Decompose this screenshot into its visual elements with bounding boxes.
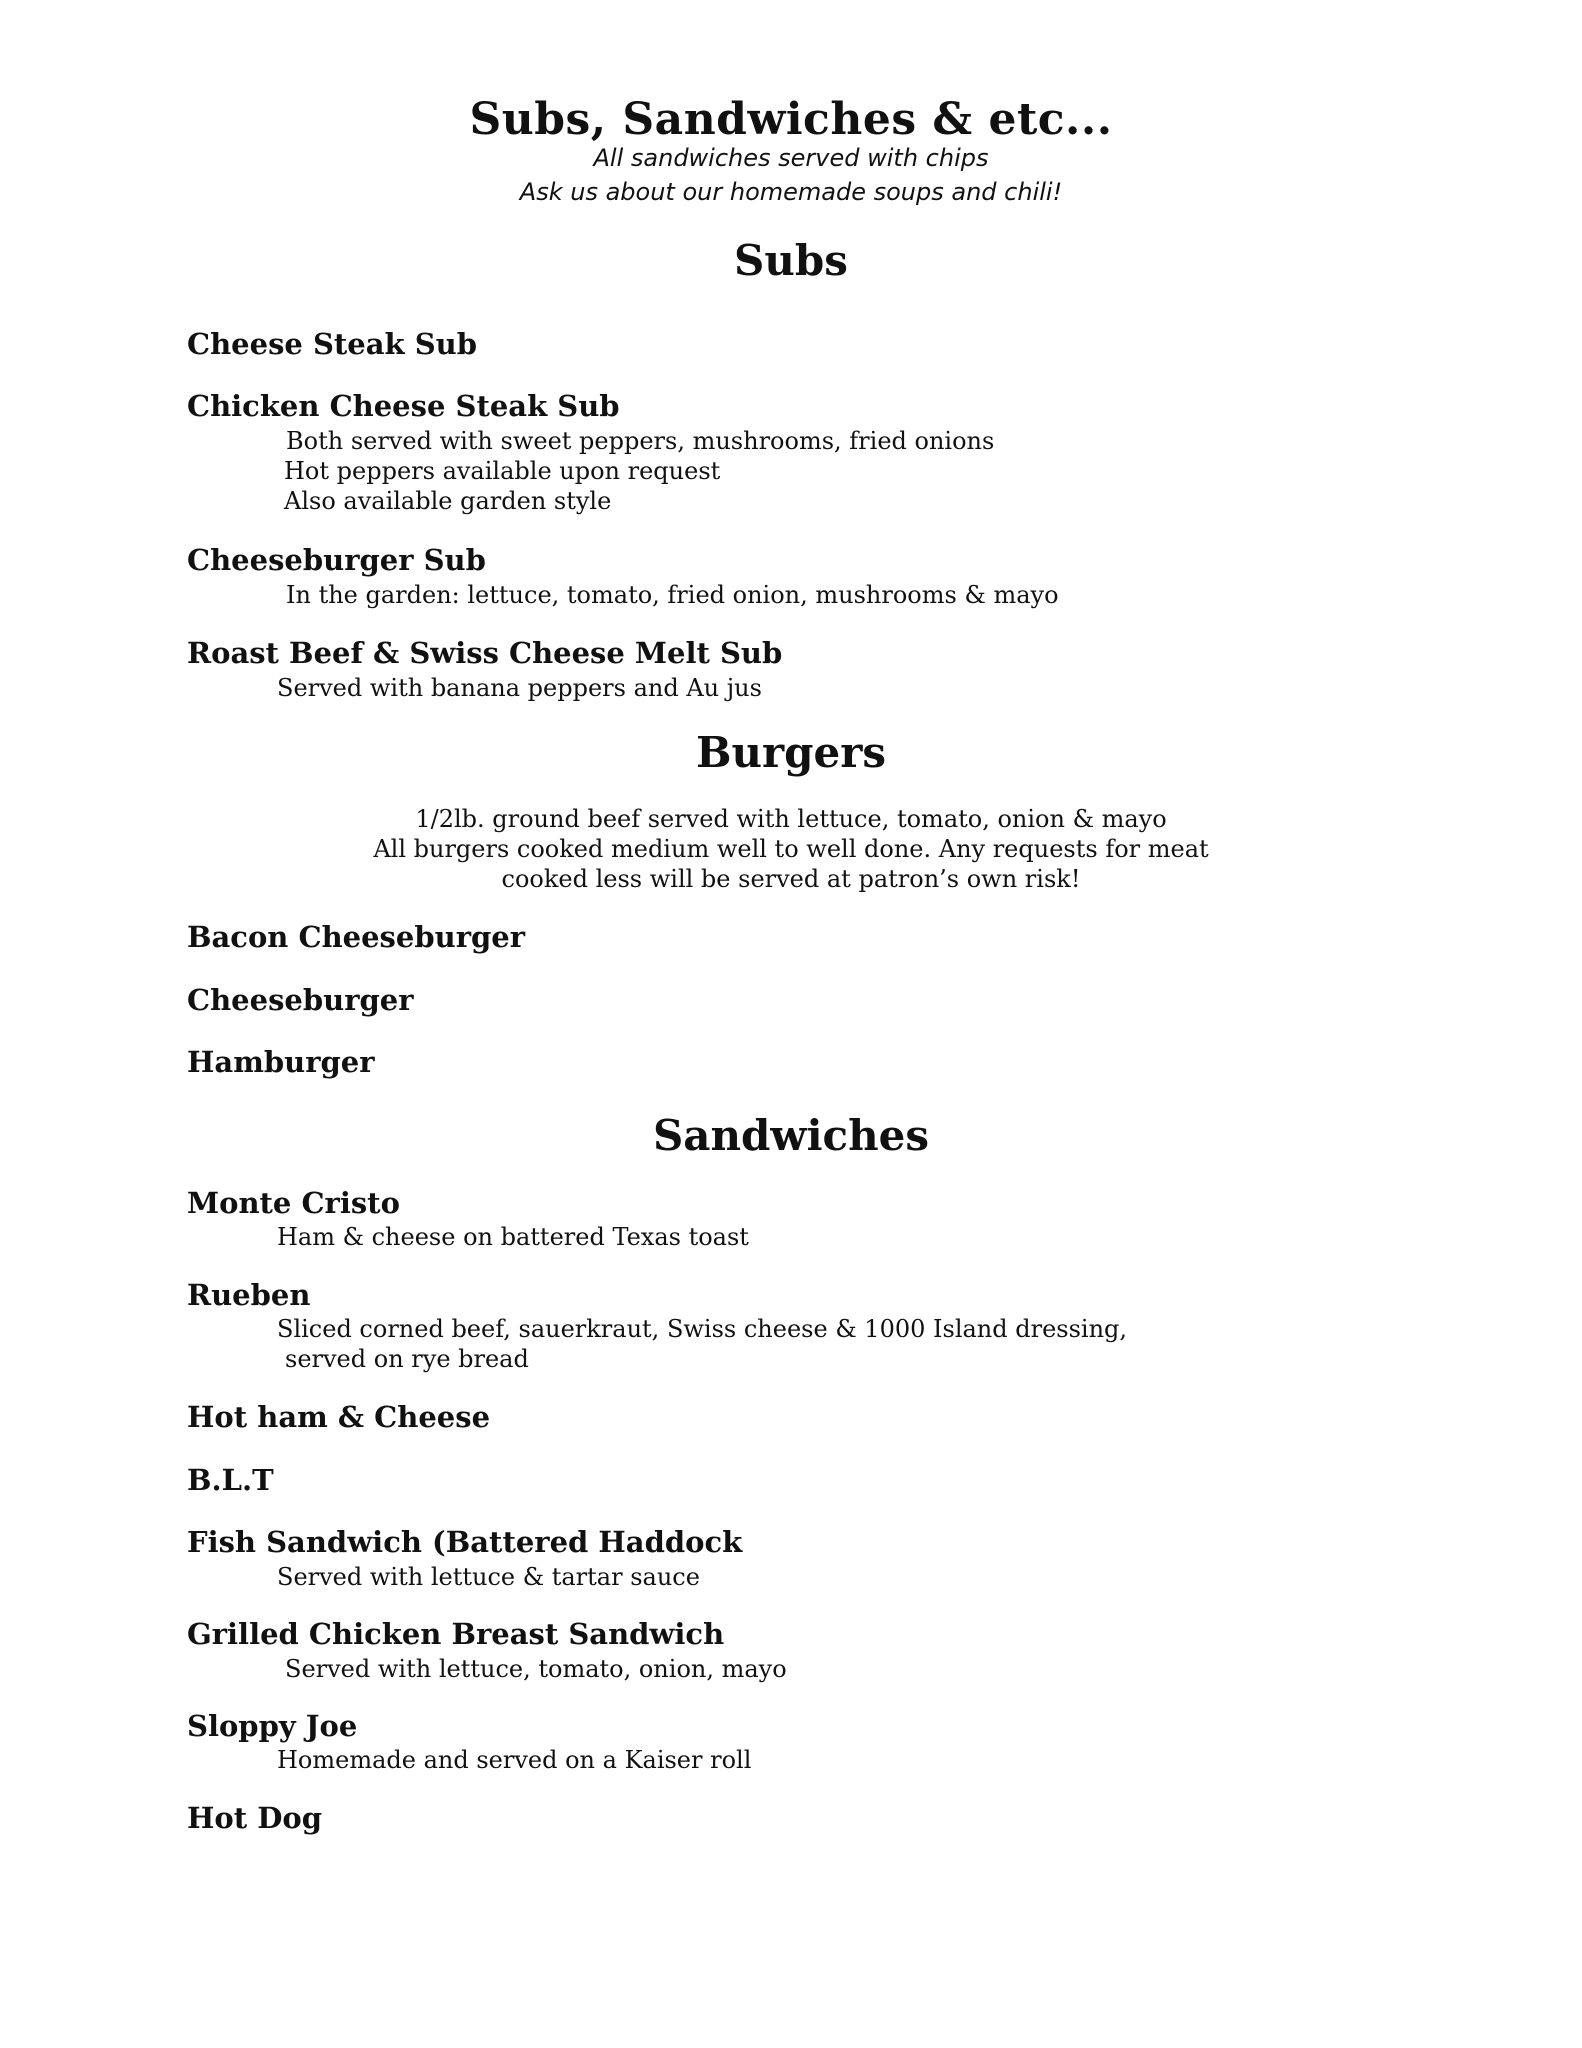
item-description: In the garden: lettuce, tomato, fried onion, mushrooms & mayo	[286, 581, 1059, 609]
menu-item-cheese-steak-sub: Cheese Steak Sub	[187, 327, 478, 361]
menu-item-bacon-cheeseburger: Bacon Cheeseburger	[187, 920, 525, 954]
burgers-note: All burgers cooked medium well to well done. Any requests for meat	[373, 835, 1209, 863]
menu-item-grilled-chicken-sandwich: Grilled Chicken Breast Sandwich	[187, 1617, 725, 1651]
section-heading-sandwiches: Sandwiches	[652, 1111, 930, 1160]
item-description: Also available garden style	[284, 487, 612, 515]
menu-subtitle-chips: All sandwiches served with chips	[593, 144, 989, 172]
item-description: Hot peppers available upon request	[284, 457, 721, 485]
item-description: Served with lettuce & tartar sauce	[277, 1563, 700, 1591]
menu-item-blt: B.L.T	[187, 1463, 274, 1497]
menu-item-chicken-cheese-steak-sub: Chicken Cheese Steak Sub	[187, 389, 620, 423]
item-description: Both served with sweet peppers, mushrooms, fried onions	[286, 427, 995, 455]
menu-item-rueben: Rueben	[187, 1278, 311, 1312]
menu-item-fish-sandwich: Fish Sandwich (Battered Haddock	[187, 1525, 743, 1559]
item-description: Sliced corned beef, sauerkraut, Swiss cheese & 1000 Island dressing,	[277, 1315, 1128, 1343]
menu-item-hot-dog: Hot Dog	[187, 1801, 323, 1835]
menu-subtitle-soups: Ask us about our homemade soups and chili!	[519, 178, 1063, 206]
item-description: Homemade and served on a Kaiser roll	[277, 1746, 752, 1774]
menu-title: Subs, Sandwiches & etc...	[469, 94, 1113, 145]
menu-item-hot-ham-cheese: Hot ham & Cheese	[187, 1400, 491, 1434]
item-description: Served with lettuce, tomato, onion, mayo	[285, 1655, 787, 1683]
menu-item-roast-beef-swiss-melt-sub: Roast Beef & Swiss Cheese Melt Sub	[187, 636, 783, 670]
menu-item-hamburger: Hamburger	[187, 1045, 375, 1079]
section-heading-burgers: Burgers	[695, 728, 887, 777]
item-description: Ham & cheese on battered Texas toast	[277, 1223, 749, 1251]
menu-item-cheeseburger: Cheeseburger	[187, 983, 414, 1017]
menu-item-cheeseburger-sub: Cheeseburger Sub	[187, 543, 486, 577]
section-heading-subs: Subs	[734, 236, 848, 285]
menu-item-sloppy-joe: Sloppy Joe	[187, 1709, 358, 1743]
menu-item-monte-cristo: Monte Cristo	[187, 1186, 400, 1220]
burgers-note: cooked less will be served at patron’s own risk!	[501, 865, 1081, 893]
item-description: served on rye bread	[285, 1345, 529, 1373]
burgers-note: 1/2lb. ground beef served with lettuce, tomato, onion & mayo	[415, 805, 1167, 833]
item-description: Served with banana peppers and Au jus	[277, 674, 762, 702]
